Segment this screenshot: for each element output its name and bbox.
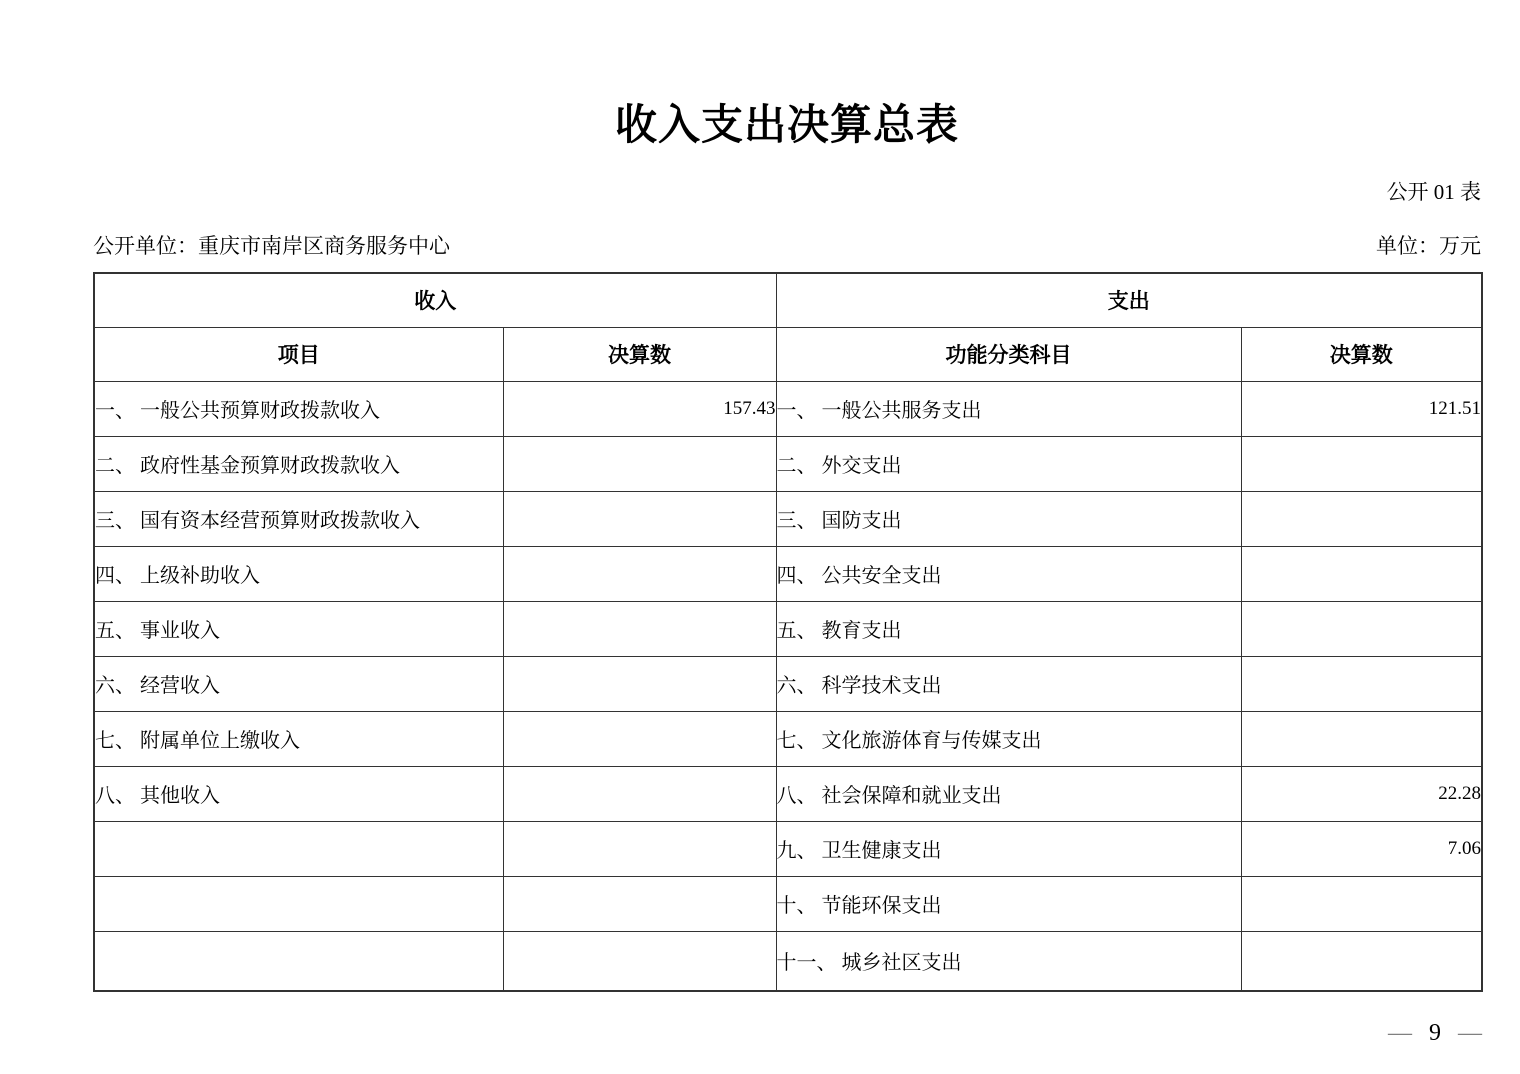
expense-item-cell: 八、 社会保障和就业支出 (776, 766, 1241, 821)
table-row (94, 931, 1482, 991)
column-header-row (94, 327, 1482, 381)
income-item-cell: 五、 事业收入 (94, 601, 503, 656)
income-item-cell (94, 931, 503, 991)
expense-amount-cell (1241, 876, 1482, 931)
form-code-label: 公开 01 表 (1386, 180, 1481, 204)
table-row (94, 546, 1482, 601)
expense-amount-cell: 7.06 (1241, 821, 1482, 876)
income-amount-cell (503, 656, 776, 711)
income-item-cell: 八、 其他收入 (94, 766, 503, 821)
income-section-header: 收入 (94, 273, 776, 327)
table-row (94, 656, 1482, 711)
table-row (94, 436, 1482, 491)
income-amount-cell (503, 876, 776, 931)
publisher-label: 公开单位：重庆市南岸区商务服务中心 (93, 234, 450, 258)
expense-amount-cell (1241, 931, 1482, 991)
expense-item-cell: 七、 文化旅游体育与传媒支出 (776, 711, 1241, 766)
unit-note-label: 单位：万元 (1376, 234, 1481, 258)
income-amount-cell (503, 546, 776, 601)
income-amount-column-header: 决算数 (503, 327, 776, 381)
page-number-dash-left: — (1388, 1020, 1412, 1046)
income-item-cell: 四、 上级补助收入 (94, 546, 503, 601)
income-amount-cell (503, 491, 776, 546)
expense-item-cell: 十、 节能环保支出 (776, 876, 1241, 931)
expense-amount-cell (1241, 491, 1482, 546)
expense-item-cell: 二、 外交支出 (776, 436, 1241, 491)
page-number-dash-right: — (1458, 1020, 1482, 1046)
income-amount-cell (503, 711, 776, 766)
income-item-cell (94, 821, 503, 876)
income-item-column-header: 项目 (94, 327, 503, 381)
expense-item-cell: 四、 公共安全支出 (776, 546, 1241, 601)
income-item-cell: 六、 经营收入 (94, 656, 503, 711)
expense-item-cell: 九、 卫生健康支出 (776, 821, 1241, 876)
income-item-cell: 二、 政府性基金预算财政拨款收入 (94, 436, 503, 491)
income-amount-cell (503, 766, 776, 821)
expense-amount-column-header: 决算数 (1241, 327, 1482, 381)
income-item-cell: 一、 一般公共预算财政拨款收入 (94, 381, 503, 436)
page-number (1388, 1019, 1482, 1048)
expense-amount-cell (1241, 436, 1482, 491)
meta-row (93, 233, 1481, 260)
expense-item-cell: 五、 教育支出 (776, 601, 1241, 656)
expense-amount-cell (1241, 546, 1482, 601)
table-row (94, 601, 1482, 656)
page-number-value: 9 (1429, 1020, 1441, 1046)
expense-amount-cell (1241, 601, 1482, 656)
income-amount-cell (503, 821, 776, 876)
income-amount-cell: 157.43 (503, 381, 776, 436)
expense-item-cell: 三、 国防支出 (776, 491, 1241, 546)
income-item-cell (94, 876, 503, 931)
table-row (94, 766, 1482, 821)
expense-amount-cell: 22.28 (1241, 766, 1482, 821)
budget-summary-table (93, 272, 1483, 992)
table-row (94, 711, 1482, 766)
expense-amount-cell (1241, 711, 1482, 766)
table-row (94, 491, 1482, 546)
expense-item-cell: 十一、 城乡社区支出 (776, 931, 1241, 991)
income-amount-cell (503, 931, 776, 991)
income-item-cell: 三、 国有资本经营预算财政拨款收入 (94, 491, 503, 546)
expense-section-header: 支出 (776, 273, 1482, 327)
table-row (94, 876, 1482, 931)
expense-amount-cell: 121.51 (1241, 381, 1482, 436)
table-row (94, 381, 1482, 436)
expense-item-cell: 一、 一般公共服务支出 (776, 381, 1241, 436)
expense-amount-cell (1241, 656, 1482, 711)
table-row (94, 821, 1482, 876)
income-item-cell: 七、 附属单位上缴收入 (94, 711, 503, 766)
income-amount-cell (503, 436, 776, 491)
expense-item-cell: 六、 科学技术支出 (776, 656, 1241, 711)
section-header-row (94, 273, 1482, 327)
page-title: 收入支出决算总表 (614, 103, 959, 149)
expense-item-column-header: 功能分类科目 (776, 327, 1241, 381)
income-amount-cell (503, 601, 776, 656)
